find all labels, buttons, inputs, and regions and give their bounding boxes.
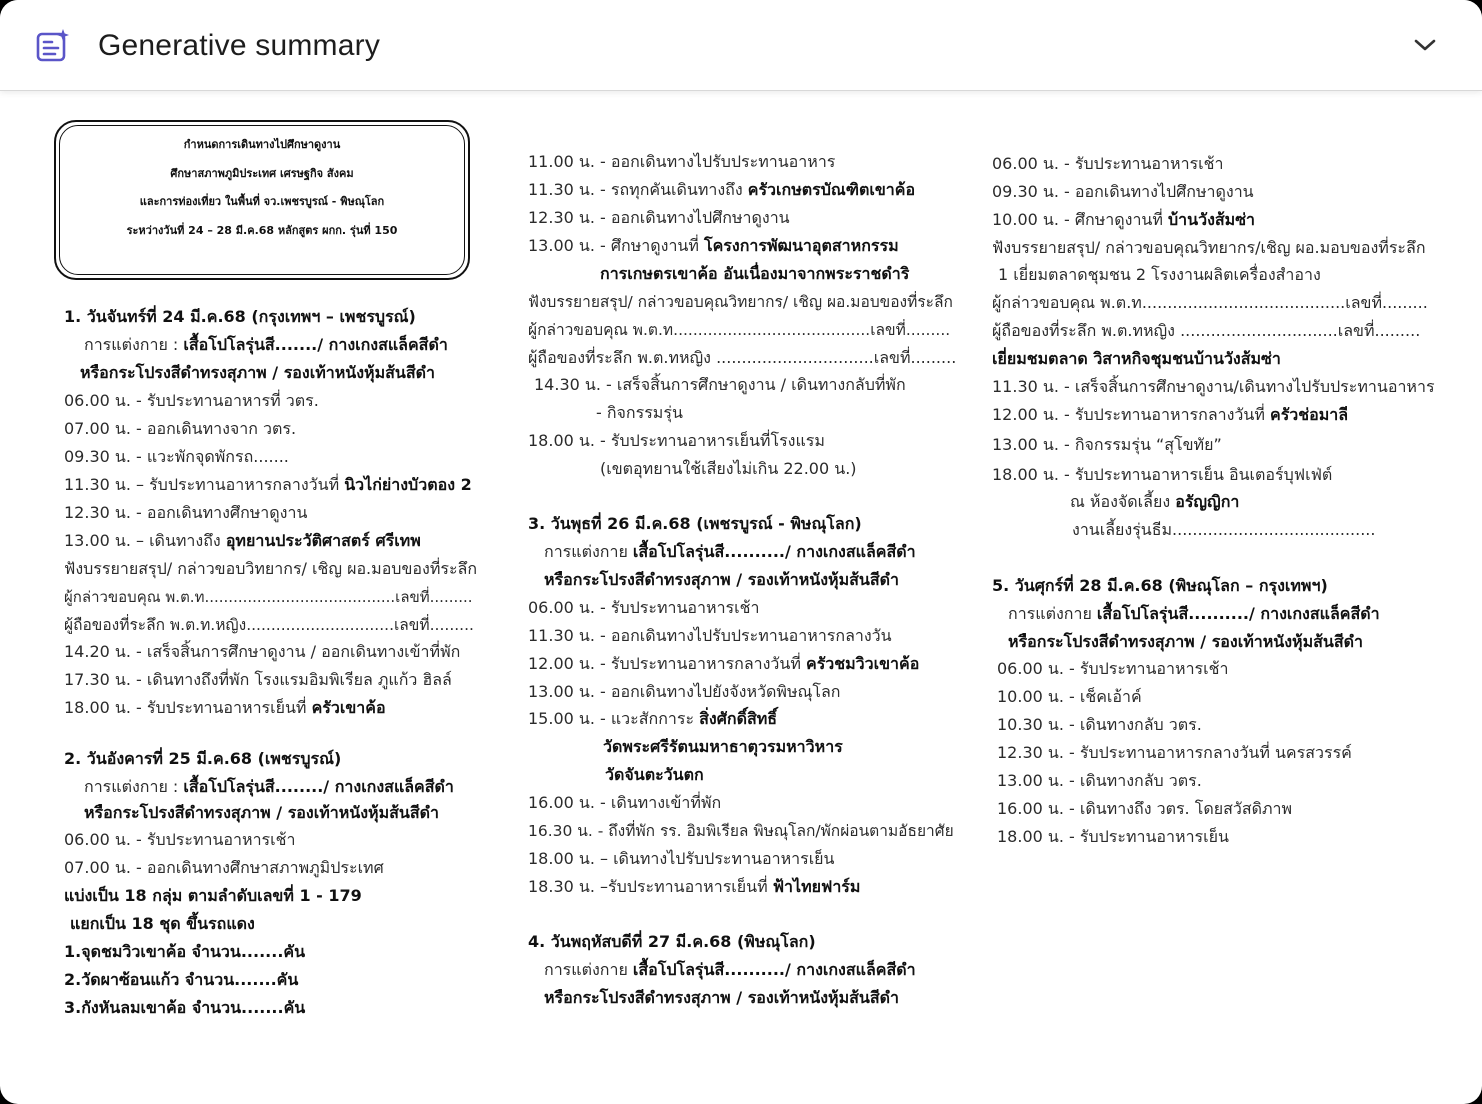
document-page [0, 92, 1482, 1104]
schedule-line: ฟังบรรยายสรุป/ กล่าวขอบคุณวิทยากร/เชิญ ผอ.มอบของที่ระลึก [992, 238, 1426, 257]
schedule-line: ผู้ถือของที่ระลึก พ.ต.ทหญิง ...............................เลขที่......... [992, 321, 1421, 340]
schedule-line: 09.30 น. - ออกเดินทางไปศึกษาดูงาน [992, 182, 1254, 201]
title-line: ศึกษาสภาพภูมิประเทศ เศรษฐกิจ สังคม [170, 167, 354, 180]
schedule-line: 2.วัดผาซ้อนแก้ว จำนวน.......คัน [64, 970, 299, 989]
day-heading: 1. วันจันทร์ที่ 24 มี.ค.68 (กรุงเทพฯ – เพชรบูรณ์) [64, 307, 416, 326]
chevron-down-icon[interactable] [1410, 34, 1440, 56]
schedule-line: 11.30 น. - เสร็จสิ้นการศึกษาดูงาน/เดินทางไปรับประทานอาหาร [992, 377, 1435, 396]
schedule-line: 13.00 น. - เดินทางกลับ วตร. [997, 771, 1202, 790]
schedule-line: 16.00 น. - เดินทางถึง วตร. โดยสวัสดิภาพ [997, 799, 1293, 818]
schedule-line: ฟังบรรยายสรุป/ กล่าวขอบวิทยากร/ เชิญ ผอ.มอบของที่ระลึก [64, 559, 478, 578]
day-heading: 4. วันพฤหัสบดีที่ 27 มี.ค.68 (พิษณุโลก) [528, 932, 816, 951]
schedule-line: 18.00 น. – เดินทางไปรับประทานอาหารเย็น [528, 849, 835, 868]
schedule-line: 11.30 น. - รถทุกคันเดินทางถึง ครัวเกษตรบัณฑิตเขาค้อ [528, 180, 916, 199]
schedule-line: 18.00 น. - รับประทานอาหารเย็น [997, 827, 1229, 846]
schedule-line: 13.00 น. - กิจกรรมรุ่น “สุโขทัย” [992, 435, 1222, 454]
schedule-line: ฟังบรรยายสรุป/ กล่าวขอบคุณวิทยากร/ เชิญ ผอ.มอบของที่ระลึก [528, 293, 953, 311]
schedule-line: 16.00 น. - เดินทางเข้าที่พัก [528, 793, 722, 812]
schedule-line: 12.30 น. - ออกเดินทางไปศึกษาดูงาน [528, 208, 790, 227]
schedule-line: การเกษตรเขาค้อ อันเนื่องมาจากพระราชดำริ [600, 264, 910, 283]
schedule-line: 07.00 น. - ออกเดินทางจาก วตร. [64, 419, 297, 438]
dress-label: การแต่งกาย : [84, 335, 184, 354]
schedule-line: หรือกระโปรงสีดำทรงสุภาพ / รองเท้าหนังหุ้มส้นสีดำ [84, 803, 439, 822]
schedule-line: 18.30 น. –รับประทานอาหารเย็นที่ ฟ้าไทยฟาร์ม [528, 877, 861, 896]
schedule-line: แบ่งเป็น 18 กลุ่ม ตามลำดับเลขที่ 1 - 179 [64, 886, 362, 905]
schedule-line: วัดจันตะวันตก [605, 765, 704, 784]
schedule-line: 1 เยี่ยมตลาดชุมชน 2 โรงงานผลิตเครื่องสำอาง [998, 265, 1321, 284]
schedule-line: การแต่งกาย เสื้อโปโลรุ่นสี........../ กางเกงสแล็คสีดำ [544, 960, 916, 979]
schedule-line: การแต่งกาย : เสื้อโปโลรุ่นสี......../ กางเกงสแล็คสีดำ [84, 777, 454, 796]
schedule-line: (เขตอุทยานใช้เสียงไม่เกิน 22.00 น.) [600, 459, 857, 478]
schedule-line: 10.30 น. - เดินทางกลับ วตร. [997, 715, 1202, 734]
schedule-line: 1.จุดชมวิวเขาค้อ จำนวน.......คัน [64, 942, 306, 961]
schedule-line: แยกเป็น 18 ชุด ขึ้นรถแดง [70, 914, 255, 933]
schedule-line: 18.00 น. - รับประทานอาหารเย็นที่โรงแรม [528, 431, 825, 450]
schedule-line: 11.00 น. - ออกเดินทางไปรับประทานอาหาร [528, 152, 836, 171]
schedule-line: ผู้ถือของที่ระลึก พ.ต.ทหญิง ...............................เลขที่......... [528, 348, 957, 367]
schedule-line: 15.00 น. - แวะสักการะ สิ่งศักดิ์สิทธิ์ [528, 709, 778, 728]
schedule-line: 16.30 น. - ถึงที่พัก รร. อิมพิเรียล พิษณุโลก/พักผ่อนตามอัธยาศัย [528, 822, 954, 840]
schedule-line: 12.30 น. - รับประทานอาหารกลางวันที่ นครสวรรค์ [997, 743, 1352, 762]
schedule-line: ผู้ถือของที่ระลึก พ.ต.ท.หญิง..............................เลขที่......... [64, 616, 474, 634]
schedule-line: 13.00 น. - ออกเดินทางไปยังจังหวัดพิษณุโลก [528, 682, 841, 701]
schedule-line: หรือกระโปรงสีดำทรงสุภาพ / รองเท้าหนังหุ้มส้นสีดำ [1008, 632, 1363, 651]
title-box [54, 120, 470, 280]
title-line: ระหว่างวันที่ 24 – 28 มี.ค.68 หลักสูตร ผกก. รุ่นที่ 150 [126, 224, 398, 237]
schedule-line: การแต่งกาย เสื้อโปโลรุ่นสี........../ กางเกงสแล็คสีดำ [1008, 604, 1380, 623]
schedule-line: 13.00 น. - ศึกษาดูงานที่ โครงการพัฒนาอุตสาหกรรม [528, 236, 899, 255]
schedule-line: 12.00 น. - รับประทานอาหารกลางวันที่ ครัวชมวิวเขาค้อ [528, 654, 920, 673]
schedule-line: 06.00 น. - รับประทานอาหารเช้า [64, 830, 296, 849]
schedule-line: 10.00 น. - ศึกษาดูงานที่ บ้านวังส้มซ่า [992, 210, 1256, 229]
title-line: และการท่องเที่ยว ในพื้นที่ จว.เพชรบูรณ์ - พิษณุโลก [139, 195, 385, 208]
schedule-line: 12.00 น. - รับประทานอาหารกลางวันที่ ครัวช่อมาลี [992, 405, 1349, 424]
schedule-line: ผู้กล่าวขอบคุณ พ.ต.ท........................................เลขที่......... [64, 588, 473, 606]
schedule-line: 11.30 น. – รับประทานอาหารกลางวันที่ นิวไก่ย่างบัวตอง 2 [64, 475, 472, 494]
panel-header [0, 0, 1482, 91]
schedule-line [84, 335, 448, 355]
dress-code: เสื้อโปโลรุ่นสี......./ กางเกงสแล็คสีดำ [183, 335, 448, 354]
day-heading: 2. วันอังคารที่ 25 มี.ค.68 (เพชรบูรณ์) [64, 749, 342, 768]
schedule-line: หรือกระโปรงสีดำทรงสุภาพ / รองเท้าหนังหุ้มส้นสีดำ [544, 570, 899, 589]
schedule-line: 10.00 น. - เช็คเอ้าค์ [997, 687, 1142, 706]
schedule-line: วัดพระศรีรัตนมหาธาตุวรมหาวิหาร [603, 737, 843, 756]
schedule-line: 06.00 น. - รับประทานอาหารเช้า [997, 659, 1229, 678]
schedule-line: 17.30 น. - เดินทางถึงที่พัก โรงแรมอิมพิเรียล ภูแก้ว ฮิลล์ [64, 670, 452, 689]
schedule-line: 06.00 น. - รับประทานอาหารเช้า [528, 598, 760, 617]
schedule-line: ผู้กล่าวขอบคุณ พ.ต.ท........................................เลขที่......... [992, 293, 1428, 312]
schedule-line: - กิจกรรมรุ่น [596, 403, 683, 422]
schedule-line: 3.กังหันลมเขาค้อ จำนวน.......คัน [64, 998, 306, 1017]
schedule-line: 18.00 น. - รับประทานอาหารเย็น อินเตอร์บุฟเฟ่ต์ [992, 465, 1333, 484]
schedule-line: ณ ห้องจัดเลี้ยง อรัญญิกา [1070, 492, 1240, 511]
schedule-line: 14.30 น. - เสร็จสิ้นการศึกษาดูงาน / เดินทางกลับที่พัก [534, 375, 906, 394]
schedule-line: 06.00 น. - รับประทานอาหารที่ วตร. [64, 391, 319, 410]
day-heading: 5. วันศุกร์ที่ 28 มี.ค.68 (พิษณุโลก – กรุงเทพฯ) [992, 576, 1328, 595]
day-heading: 3. วันพุธที่ 26 มี.ค.68 (เพชรบูรณ์ - พิษณุโลก) [528, 514, 862, 533]
generative-summary-icon [36, 28, 72, 62]
schedule-line: การแต่งกาย เสื้อโปโลรุ่นสี........../ กางเกงสแล็คสีดำ [544, 542, 916, 561]
schedule-line: 13.00 น. – เดินทางถึง อุทยานประวัติศาสตร์ ศรีเทพ [64, 531, 421, 550]
schedule-line: 14.20 น. - เสร็จสิ้นการศึกษาดูงาน / ออกเดินทางเข้าที่พัก [64, 642, 461, 661]
schedule-line: ผู้กล่าวขอบคุณ พ.ต.ท........................................เลขที่......... [528, 321, 951, 339]
schedule-line: 18.00 น. - รับประทานอาหารเย็นที่ ครัวเขาค้อ [64, 698, 386, 717]
schedule-line: 12.30 น. - ออกเดินทางศึกษาดูงาน [64, 503, 308, 522]
schedule-line: 07.00 น. - ออกเดินทางศึกษาสภาพภูมิประเทศ [64, 858, 384, 877]
title-line: กำหนดการเดินทางไปศึกษาดูงาน [183, 138, 341, 151]
schedule-line: หรือกระโปรงสีดำทรงสุภาพ / รองเท้าหนังหุ้มส้นสีดำ [544, 988, 899, 1007]
schedule-line: งานเลี้ยงรุ่นธีม........................................ [1072, 520, 1376, 539]
schedule-line: 11.30 น. - ออกเดินทางไปรับประทานอาหารกลางวัน [528, 626, 892, 645]
schedule-line: 09.30 น. - แวะพักจุดพักรถ....... [64, 447, 289, 466]
schedule-line: 06.00 น. - รับประทานอาหารเช้า [992, 154, 1224, 173]
panel-title: Generative summary [98, 29, 381, 62]
schedule-line: หรือกระโปรงสีดำทรงสุภาพ / รองเท้าหนังหุ้มส้นสีดำ [80, 363, 435, 382]
schedule-line: เยี่ยมชมตลาด วิสาหกิจชุมชนบ้านวังส้มซ่า [992, 349, 1281, 368]
